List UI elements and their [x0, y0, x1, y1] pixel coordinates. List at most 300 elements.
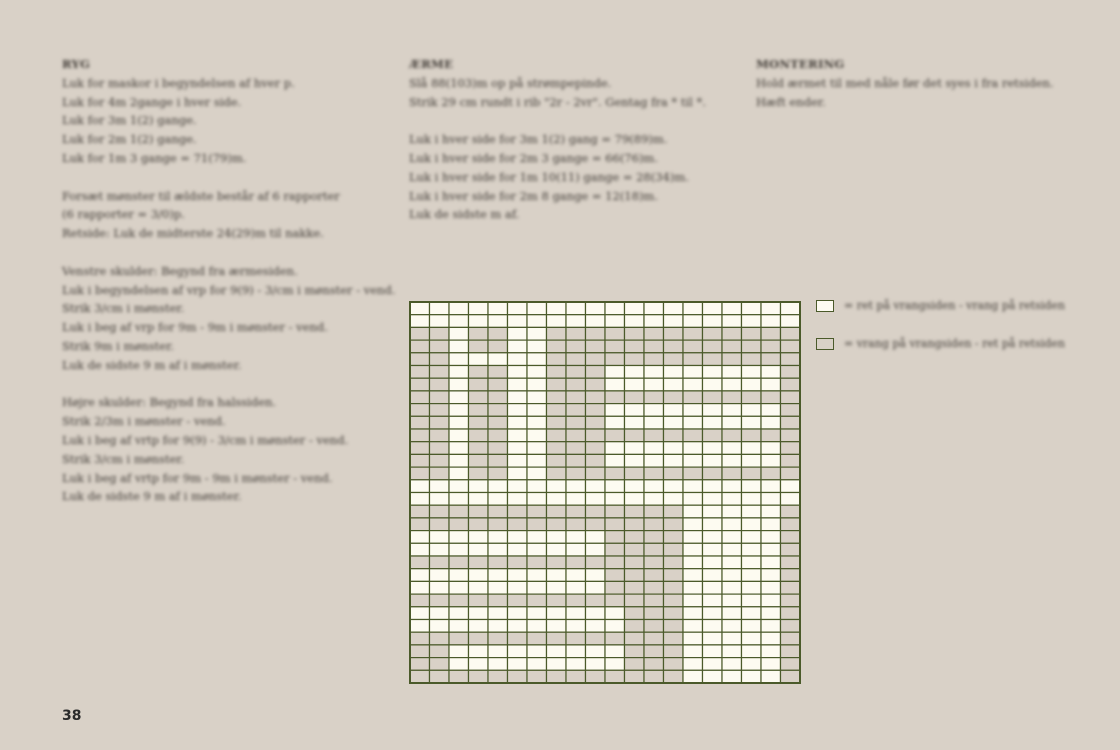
back-instruction-line — [62, 243, 392, 262]
chart-cell — [547, 594, 567, 607]
chart-cell — [469, 569, 489, 582]
chart-cell — [430, 454, 450, 467]
chart-cell — [488, 391, 508, 404]
chart-cell — [449, 315, 469, 328]
chart-cell — [605, 467, 625, 480]
chart-cell — [508, 505, 528, 518]
chart-cell — [430, 391, 450, 404]
chart-cell — [566, 556, 586, 569]
chart-cell — [566, 480, 586, 493]
chart-cell — [781, 493, 801, 506]
chart-cell — [469, 518, 489, 531]
chart-cell — [664, 467, 684, 480]
chart-cell — [761, 416, 781, 429]
chart-cell — [527, 594, 547, 607]
chart-cell — [586, 581, 606, 594]
chart-cell — [449, 442, 469, 455]
chart-cell — [508, 670, 528, 683]
chart-cell — [722, 569, 742, 582]
back-instruction-line: Luk for maskor i begyndelsen af hver p. — [62, 75, 295, 90]
chart-cell — [449, 543, 469, 556]
chart-cell — [625, 327, 645, 340]
chart-cell — [644, 429, 664, 442]
chart-cell — [410, 340, 430, 353]
chart-cell — [527, 543, 547, 556]
chart-cell — [508, 480, 528, 493]
chart-cell — [566, 620, 586, 633]
chart-cell — [625, 480, 645, 493]
chart-cell — [703, 531, 723, 544]
chart-cell — [722, 531, 742, 544]
chart-cell — [742, 353, 762, 366]
chart-cell — [742, 366, 762, 379]
chart-cell — [586, 340, 606, 353]
chart-cell — [410, 404, 430, 417]
chart-cell — [449, 366, 469, 379]
chart-cell — [683, 302, 703, 315]
chart-cell — [508, 569, 528, 582]
chart-cell — [761, 442, 781, 455]
chart-cell — [547, 480, 567, 493]
chart-cell — [722, 543, 742, 556]
back-instruction-line — [62, 168, 392, 187]
chart-cell — [781, 670, 801, 683]
chart-cell — [742, 480, 762, 493]
back-instruction-line: Strik 3/cm i mønster. — [62, 451, 185, 466]
chart-cell — [761, 569, 781, 582]
chart-cell — [547, 645, 567, 658]
chart-cell — [566, 493, 586, 506]
chart-cell — [430, 315, 450, 328]
chart-cell — [430, 594, 450, 607]
chart-cell — [625, 340, 645, 353]
chart-cell — [761, 315, 781, 328]
chart-cell — [722, 404, 742, 417]
chart-cell — [664, 556, 684, 569]
legend-swatch-dark — [816, 338, 834, 350]
chart-cell — [781, 620, 801, 633]
chart-cell — [547, 518, 567, 531]
chart-cell — [703, 620, 723, 633]
chart-cell — [586, 569, 606, 582]
chart-cell — [430, 366, 450, 379]
chart-cell — [527, 391, 547, 404]
chart-cell — [527, 315, 547, 328]
chart-cell — [605, 505, 625, 518]
chart-cell — [683, 467, 703, 480]
chart-cell — [469, 670, 489, 683]
chart-cell — [703, 632, 723, 645]
chart-cell — [527, 353, 547, 366]
chart-cell — [410, 670, 430, 683]
chart-cell — [430, 581, 450, 594]
chart-cell — [410, 505, 430, 518]
chart-cell — [469, 607, 489, 620]
chart-cell — [586, 480, 606, 493]
chart-cell — [664, 581, 684, 594]
chart-cell — [703, 493, 723, 506]
chart-cell — [781, 480, 801, 493]
chart-cell — [586, 467, 606, 480]
chart-cell — [781, 404, 801, 417]
chart-cell — [488, 505, 508, 518]
chart-cell — [449, 594, 469, 607]
chart-cell — [508, 632, 528, 645]
chart-cell — [683, 429, 703, 442]
chart-cell — [664, 378, 684, 391]
chart-cell — [742, 505, 762, 518]
chart-cell — [722, 416, 742, 429]
chart-cell — [605, 353, 625, 366]
chart-cell — [488, 378, 508, 391]
chart-cell — [508, 556, 528, 569]
chart-cell — [449, 302, 469, 315]
chart-cell — [703, 581, 723, 594]
chart-cell — [683, 391, 703, 404]
chart-cell — [488, 594, 508, 607]
chart-cell — [508, 416, 528, 429]
assembly-instruction-line: Hold ærmet til med nåle før det syes i fra retsiden. — [756, 75, 1054, 90]
chart-cell — [781, 302, 801, 315]
chart-cell — [469, 556, 489, 569]
chart-cell — [586, 366, 606, 379]
chart-cell — [644, 340, 664, 353]
chart-cell — [605, 645, 625, 658]
chart-cell — [488, 353, 508, 366]
chart-cell — [488, 429, 508, 442]
chart-cell — [625, 442, 645, 455]
chart-cell — [410, 531, 430, 544]
chart-cell — [430, 531, 450, 544]
chart-cell — [761, 620, 781, 633]
chart-cell — [625, 531, 645, 544]
chart-cell — [508, 391, 528, 404]
chart-cell — [625, 543, 645, 556]
chart-cell — [703, 480, 723, 493]
chart-cell — [683, 416, 703, 429]
chart-cell — [664, 658, 684, 671]
chart-cell — [410, 518, 430, 531]
chart-cell — [508, 442, 528, 455]
chart-cell — [527, 429, 547, 442]
chart-cell — [488, 607, 508, 620]
chart-cell — [683, 620, 703, 633]
chart-cell — [547, 404, 567, 417]
chart-cell — [469, 480, 489, 493]
chart-cell — [430, 404, 450, 417]
chart-cell — [761, 607, 781, 620]
chart-cell — [742, 378, 762, 391]
chart-cell — [508, 429, 528, 442]
chart-cell — [527, 645, 547, 658]
chart-cell — [586, 442, 606, 455]
chart-cell — [586, 543, 606, 556]
chart-cell — [449, 581, 469, 594]
chart-cell — [410, 327, 430, 340]
knitting-chart — [409, 301, 801, 684]
chart-cell — [664, 670, 684, 683]
chart-cell — [488, 302, 508, 315]
chart-cell — [430, 543, 450, 556]
chart-cell — [566, 327, 586, 340]
assembly-section — [756, 55, 1086, 111]
chart-cell — [605, 569, 625, 582]
chart-cell — [410, 416, 430, 429]
chart-cell — [527, 302, 547, 315]
chart-cell — [761, 340, 781, 353]
chart-cell — [722, 658, 742, 671]
chart-cell — [722, 442, 742, 455]
chart-cell — [781, 416, 801, 429]
sleeve-instruction-line: Luk de sidste m af. — [409, 207, 520, 222]
chart-cell — [586, 505, 606, 518]
chart-cell — [683, 315, 703, 328]
chart-cell — [625, 632, 645, 645]
chart-cell — [547, 670, 567, 683]
chart-cell — [469, 353, 489, 366]
chart-cell — [508, 543, 528, 556]
chart-cell — [547, 391, 567, 404]
chart-cell — [430, 645, 450, 658]
chart-cell — [566, 505, 586, 518]
chart-cell — [664, 454, 684, 467]
chart-cell — [469, 366, 489, 379]
chart-cell — [508, 620, 528, 633]
chart-cell — [761, 670, 781, 683]
chart-cell — [430, 340, 450, 353]
chart-cell — [625, 569, 645, 582]
chart-cell — [625, 556, 645, 569]
chart-cell — [664, 645, 684, 658]
chart-cell — [722, 518, 742, 531]
chart-cell — [761, 518, 781, 531]
back-instruction-line: Venstre skulder: Begynd fra ærmesiden. — [62, 263, 298, 278]
chart-cell — [410, 302, 430, 315]
chart-cell — [605, 607, 625, 620]
chart-cell — [566, 569, 586, 582]
chart-cell — [625, 391, 645, 404]
chart-cell — [586, 594, 606, 607]
chart-cell — [781, 366, 801, 379]
chart-cell — [761, 454, 781, 467]
chart-cell — [683, 594, 703, 607]
chart-cell — [469, 505, 489, 518]
chart-cell — [703, 327, 723, 340]
chart-cell — [586, 429, 606, 442]
chart-cell — [664, 429, 684, 442]
chart-cell — [508, 353, 528, 366]
back-instruction-line: Højre skulder: Begynd fra halssiden. — [62, 395, 277, 410]
chart-cell — [625, 429, 645, 442]
chart-cell — [781, 543, 801, 556]
chart-cell — [781, 518, 801, 531]
chart-cell — [761, 327, 781, 340]
chart-cell — [683, 632, 703, 645]
chart-cell — [566, 645, 586, 658]
chart-cell — [488, 620, 508, 633]
back-instruction-line: (6 rapporter = 3/0)p. — [62, 207, 185, 222]
chart-cell — [742, 594, 762, 607]
chart-cell — [527, 467, 547, 480]
chart-cell — [586, 315, 606, 328]
back-section — [62, 55, 396, 506]
chart-cell — [703, 569, 723, 582]
chart-cell — [508, 467, 528, 480]
chart-cell — [488, 670, 508, 683]
chart-cell — [586, 518, 606, 531]
chart-cell — [625, 620, 645, 633]
chart-cell — [683, 531, 703, 544]
chart-cell — [469, 454, 489, 467]
chart-cell — [469, 315, 489, 328]
chart-cell — [605, 366, 625, 379]
back-instruction-line: Retside: Luk de midterste 24(29)m til nakke. — [62, 226, 324, 241]
chart-cell — [761, 493, 781, 506]
chart-cell — [644, 416, 664, 429]
chart-cell — [527, 556, 547, 569]
chart-cell — [527, 632, 547, 645]
chart-cell — [508, 531, 528, 544]
chart-cell — [430, 480, 450, 493]
chart-cell — [430, 607, 450, 620]
chart-cell — [781, 556, 801, 569]
chart-cell — [703, 543, 723, 556]
sleeve-instruction-line: Strik 29 cm rundt i rib "2r - 2vr". Gentag fra * til *. — [409, 94, 706, 109]
chart-cell — [722, 315, 742, 328]
chart-cell — [566, 581, 586, 594]
chart-cell — [488, 315, 508, 328]
chart-cell — [644, 670, 664, 683]
chart-cell — [449, 518, 469, 531]
chart-cell — [449, 353, 469, 366]
chart-cell — [566, 391, 586, 404]
chart-cell — [527, 531, 547, 544]
chart-cell — [527, 340, 547, 353]
chart-cell — [761, 302, 781, 315]
chart-cell — [449, 670, 469, 683]
chart-cell — [547, 366, 567, 379]
chart-cell — [605, 302, 625, 315]
chart-cell — [625, 467, 645, 480]
chart-cell — [547, 340, 567, 353]
chart-cell — [722, 632, 742, 645]
chart-cell — [469, 658, 489, 671]
chart-cell — [605, 543, 625, 556]
chart-cell — [742, 581, 762, 594]
knitting-chart-grid — [409, 301, 801, 684]
chart-cell — [469, 594, 489, 607]
chart-cell — [625, 353, 645, 366]
chart-cell — [625, 607, 645, 620]
chart-cell — [410, 480, 430, 493]
legend-label-purl: = vrang på vrangsiden - ret på retsiden — [844, 337, 1065, 350]
chart-cell — [703, 670, 723, 683]
chart-cell — [722, 366, 742, 379]
chart-cell — [605, 340, 625, 353]
chart-cell — [683, 569, 703, 582]
chart-cell — [469, 581, 489, 594]
chart-cell — [449, 632, 469, 645]
chart-cell — [410, 454, 430, 467]
chart-cell — [430, 353, 450, 366]
chart-cell — [410, 569, 430, 582]
chart-cell — [488, 518, 508, 531]
chart-cell — [586, 353, 606, 366]
chart-cell — [625, 594, 645, 607]
chart-cell — [605, 632, 625, 645]
chart-cell — [722, 556, 742, 569]
chart-cell — [664, 480, 684, 493]
chart-cell — [547, 378, 567, 391]
chart-cell — [547, 543, 567, 556]
chart-cell — [664, 391, 684, 404]
back-instruction-line: Luk de sidste 9 m af i mønster. — [62, 489, 242, 504]
back-instruction-line: Luk for 4m 2gange i hver side. — [62, 94, 242, 109]
chart-cell — [683, 645, 703, 658]
chart-cell — [566, 315, 586, 328]
chart-cell — [527, 607, 547, 620]
chart-cell — [488, 442, 508, 455]
chart-cell — [547, 454, 567, 467]
chart-cell — [488, 404, 508, 417]
chart-cell — [781, 632, 801, 645]
chart-cell — [547, 467, 567, 480]
chart-cell — [781, 454, 801, 467]
chart-cell — [761, 480, 781, 493]
chart-cell — [644, 581, 664, 594]
chart-cell — [430, 302, 450, 315]
chart-cell — [683, 581, 703, 594]
chart-cell — [449, 569, 469, 582]
chart-cell — [703, 378, 723, 391]
chart-cell — [664, 569, 684, 582]
chart-cell — [703, 658, 723, 671]
page-number: 38 — [62, 708, 82, 724]
chart-cell — [742, 391, 762, 404]
chart-cell — [430, 658, 450, 671]
chart-cell — [566, 518, 586, 531]
chart-cell — [722, 480, 742, 493]
chart-cell — [508, 607, 528, 620]
chart-cell — [410, 493, 430, 506]
legend-label-knit: = ret på vrangsiden - vrang på retsiden — [844, 299, 1065, 312]
chart-cell — [742, 670, 762, 683]
chart-cell — [664, 416, 684, 429]
chart-cell — [664, 315, 684, 328]
chart-cell — [683, 366, 703, 379]
chart-cell — [722, 353, 742, 366]
chart-cell — [664, 505, 684, 518]
chart-cell — [508, 594, 528, 607]
chart-cell — [508, 378, 528, 391]
chart-cell — [703, 391, 723, 404]
chart-cell — [430, 429, 450, 442]
chart-cell — [430, 632, 450, 645]
chart-cell — [742, 518, 762, 531]
chart-cell — [547, 658, 567, 671]
chart-cell — [469, 429, 489, 442]
chart-cell — [625, 404, 645, 417]
back-instruction-line: Luk i beg af vrtp for 9(9) - 3/cm i mønster - vend. — [62, 432, 349, 447]
chart-cell — [566, 378, 586, 391]
chart-cell — [644, 594, 664, 607]
chart-cell — [586, 378, 606, 391]
chart-cell — [410, 607, 430, 620]
chart-cell — [410, 556, 430, 569]
back-instruction-line: Luk i begyndelsen af vrp for 9(9) - 3/cm i mønster - vend. — [62, 282, 396, 297]
chart-cell — [508, 645, 528, 658]
chart-cell — [547, 429, 567, 442]
